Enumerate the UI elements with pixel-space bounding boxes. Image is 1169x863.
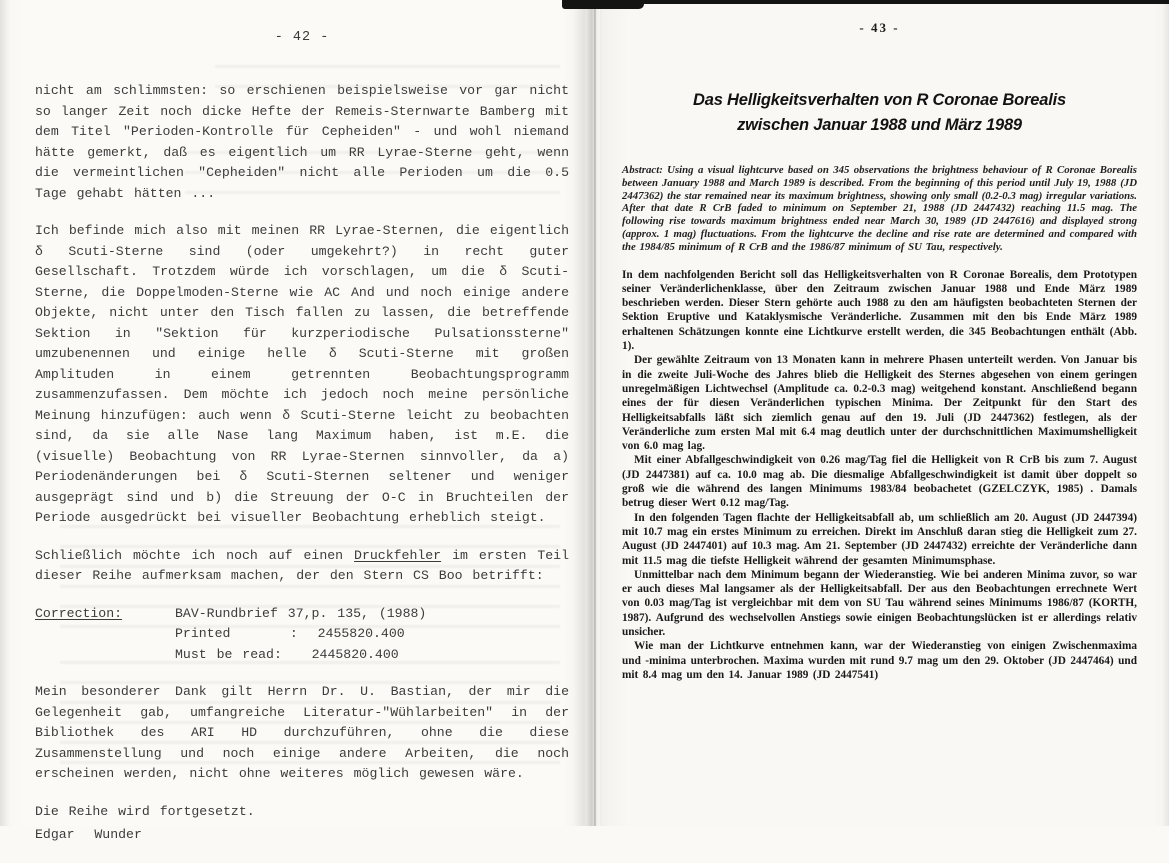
page-gutter-shadow: [573, 0, 603, 826]
article-title-line2: zwischen Januar 1988 und März 1989: [737, 116, 1022, 134]
right-paragraph-3: Mit einer Abfallgeschwindigkeit von 0.26 mag/Tag fiel die Helligkeit von R CrB bis zum 7. August (JD 2447381) auf ca. 10.0 mag ab. Die diesmalige Abfallgeschwindigkeit ist damit über doppelt so groß wie die während des langen Minimums 1983/84 beobachetet (GZELCZYK, 1985) . Damals betrug dieser Wert 0.12 mag/Tag.: [622, 454, 1137, 510]
correction-corrected-value: Must be read: 2445820.400: [175, 646, 399, 662]
right-paragraph-1: In dem nachfolgenden Bericht soll das Helligkeitsverhalten von R Coronae Borealis, dem Prototypen seiner Veränderlichenklasse, über den Zeitraum zwischen Januar 1988 und Ende März 1989 beschrieben werden. Dieser Stern gehörte auch 1988 zu den am häufigsten beobachteten Sternen der Sektion Eruptive und Kataklysmische Veränderliche. Zusammen mit den bis Ende März 1989 erhaltenen Schätzungen konnte eine Lichtkurve erstellt werden, die 345 Beobachtungen enthält (Abb. 1).: [622, 268, 1137, 353]
left-closing-line: Die Reihe wird fortgesetzt.: [35, 803, 255, 819]
scan-right-edge-shadow: [1162, 0, 1169, 826]
printer-error-underlined-word: Druckfehler: [354, 547, 442, 563]
page-43-text-column: [622, 20, 1137, 682]
page-42-text-column: [35, 30, 569, 863]
scan-edge-artifact: [562, 0, 1169, 4]
right-paragraph-4: In den folgenden Tagen flachte der Helligkeitsabfall ab, um schließlich am 20. August (JD 2447394) mit 10.7 mag ein erstes Minimum zu erreichen. Direkt im Anschluß daran stieg die Helligkeit zum 27. August (JD 2447401) auf 10.3 mag. Am 21. September (JD 2447432) erreichte der Veränderliche dann mit 11.5 mag die tiefste Helligkeit während der gesamten Minimumsphase.: [622, 511, 1137, 567]
left-paragraph-printer-error: [35, 546, 569, 587]
left-paragraph-acknowledgement: Mein besonderer Dank gilt Herrn Dr. U. Bastian, der mir die Gelegenheit gab, umfangreiche Literatur-"Wühlarbeiten" in der Bibliothek des ARI HD durchzuführen, ohne die diese Zusammenstellung und noch einige andere Arbeiten, die noch erscheinen werden, nicht ohne weiteres möglich gewesen wäre.: [35, 684, 569, 781]
correction-printed-value: Printed : 2455820.400: [175, 626, 405, 641]
right-paragraph-2: Der gewählte Zeitraum von 13 Monaten kann in mehrere Phasen unterteilt werden. Von Januar bis in die zweite Juli-Woche des Jahres blieb die Helligkeit des Sternes abgesehen von einem geringen unregelmäßigen Lichtwechsel (Amplitude ca. 0.2-0.3 mag) weitgehend konstant. Anschließend begann eines der für diesen Veränderlichen typischen Minima. Der Zeitpunkt für den Start des Helligkeitsabfalls läßt sich ziemlich genau auf den 19. Juli (JD 2447362) festlegen, als der Veränderliche zum ersten Mal mit 6.4 mag deutlich unter der durchschnittlichen Maximumshelligkeit von 6.0 mag lag.: [622, 354, 1137, 453]
article-title-line1: Das Helligkeitsverhalten von R Coronae Borealis: [693, 91, 1066, 109]
page-42-body: [35, 81, 569, 846]
page-43: [600, 0, 1169, 826]
right-paragraph-5: Unmittelbar nach dem Minimum begann der Wiederanstieg. Wie bei anderen Minima zuvor, so war er auch dieses Mal langsamer als der Helligkeitsabfall. Der aus den Beobachtungen errechnete Wert von 0.03 mag/Tag ist vergleichbar mit dem von SU Tau während seines Minimums 1986/87 (KORTH, 1987). Aufgrund des wechselvollen Anstiegs sowie einigen Beobachtungslücken ist er allerdings relativ unsicher.: [622, 568, 1137, 638]
page-gutter-line: [594, 0, 596, 826]
right-paragraph-6: Wie man der Lichtkurve entnehmen kann, war der Wiederanstieg von einigen Zwischenmaxima und -minima unterbrochen. Maxima wurden mit rund 9.7 mag um den 29. Oktober (JD 2447464) und mit 8.4 mag um den 14. Januar 1989 (JD 2447541): [622, 640, 1137, 681]
author-signature: Edgar Wunder: [35, 827, 142, 842]
printer-error-text-after: im ersten Teil dieser Reihe aufmerksam machen, der den Stern CS Boo betrifft:: [35, 547, 569, 583]
article-title: [622, 88, 1137, 138]
article-abstract: Abstract: Using a visual lightcurve based on 345 observations the brightness behaviour of R Coronae Borealis between January 1988 and March 1989 is described. From the beginning of this period until July 19, 1988 (JD 2447362) the star remained near its maximum brightness, showing only small (0.2-0.3 mag) irregular variations. After that date R CrB faded to minimum on September 21, 1988 (JD 2447432) reaching 11.5 mag. The following rise towards maximum brightness ended near March 30, 1989 (JD 2447616) and displayed strong (approx. 1 mag) fluctuations. From the lightcurve the decline and rise rate are determined and compared with the 1984/85 minimum of R CrB and the 1986/87 minimum of SU Tau, respectively.: [622, 164, 1137, 253]
scan-edge-artifact-corner: [562, 0, 644, 9]
correction-label: Correction:: [35, 605, 123, 621]
left-paragraph-scuti: Ich befinde mich also mit meinen RR Lyrae-Sternen, die eigentlich δ Scuti-Sterne sind (oder umgekehrt?) in recht guter Gesellschaft. Trotzdem würde ich vorschlagen, um die δ Scuti-Sterne, die Doppelmoden-Sterne wie AC And und noch einige andere Objekte, nicht unter den Tisch fallen zu lassen, die betreffende Sektion in "Sektion für kurzperiodische Pulsationssterne" umzubenennen und einige helle δ Scuti-Sterne mit großen Amplituden in einem getrennten Beobachtungsprogramm zusammenzufassen. Dem möchte ich jedoch noch meine persönliche Meinung hinzufügen: auch wenn δ Scuti-Sterne leicht zu beobachten sind, da sie alle Nase lang Maximum haben, ist m.E. die (visuelle) Beobachtung von RR Lyrae-Sternen sinnvoller, da a) Periodenänderungen bei δ Scuti-Sternen seltener und weniger ausgeprägt sind und b) die Streuung der O-C in Bruchteilen der Periode ausgedrückt bei visueller Beobachtung erheblich steigt.: [35, 223, 569, 525]
printer-error-text-before: Schließlich möchte ich noch auf einen: [35, 547, 355, 563]
page-43-body: [622, 268, 1137, 683]
correction-lines: [175, 604, 569, 666]
correction-block: [35, 604, 569, 666]
page-42: [0, 0, 585, 842]
left-paragraph-intro: nicht am schlimmsten: so erschienen beispielsweise vor gar nicht so langer Zeit noch dicke Hefte der Remeis-Sternwarte Bamberg mit dem Titel "Perioden-Kontrolle für Cepheiden" - und wohl niemand hätte gemerkt, daß es eigentlich um RR Lyrae-Sterne geht, wenn die vermeintlichen "Cepheiden" nicht alle Perioden um die 0.5 Tage gehabt hätten ...: [35, 83, 569, 201]
scan-left-edge-shadow: [0, 0, 10, 826]
page-43-number: - 43 -: [859, 20, 900, 35]
page-42-number: - 42 -: [274, 30, 330, 45]
correction-reference: BAV-Rundbrief 37,p. 135, (1988): [175, 605, 427, 621]
